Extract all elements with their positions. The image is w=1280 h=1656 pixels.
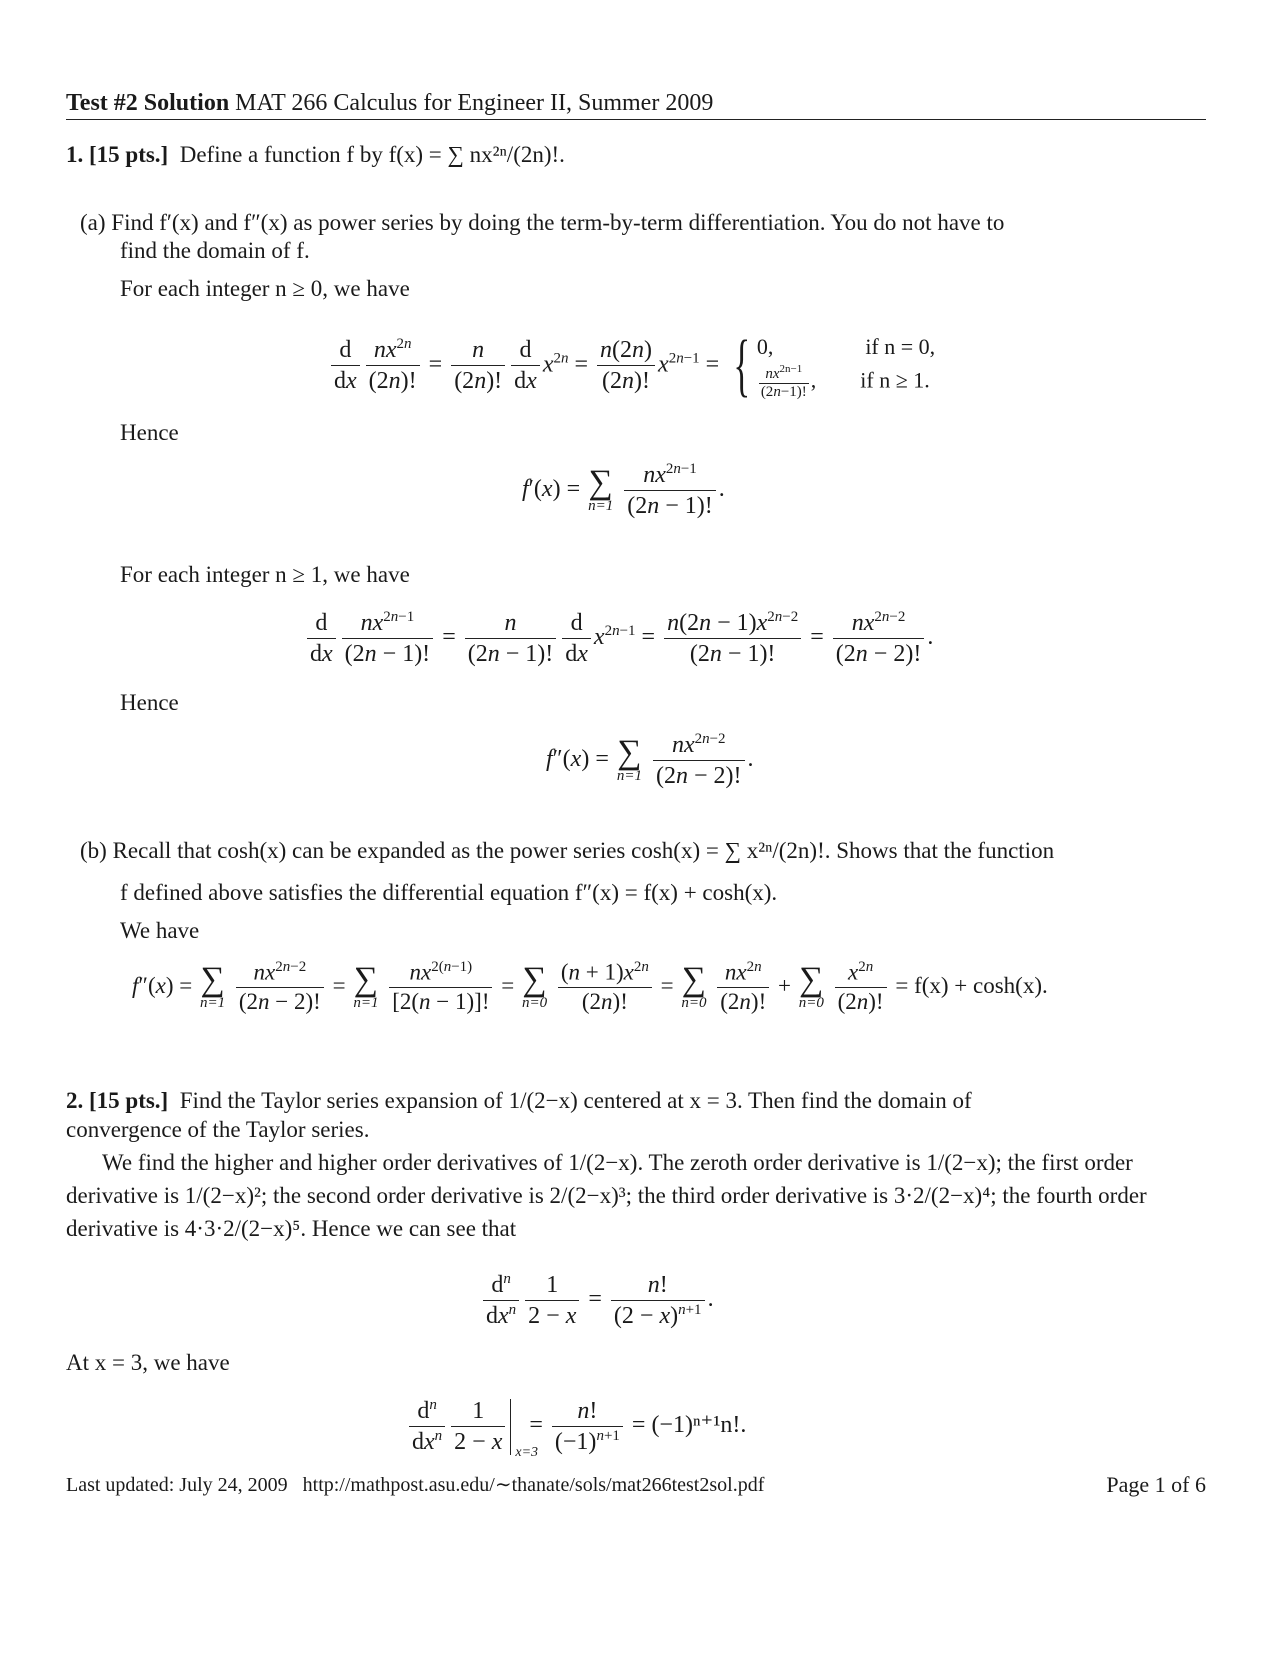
- problem-1-label: 1. [15 pts.]: [66, 142, 169, 167]
- page-footer: [66, 1472, 1206, 1497]
- part-a-line-1: (a) Find f′(x) and f″(x) as power series by doing the term-by-term differentiation. You do not have to: [80, 210, 1005, 235]
- problem-2-statement: [66, 1088, 972, 1114]
- hence-text-2: Hence: [120, 690, 179, 715]
- at-x3-text: At x = 3, we have: [66, 1350, 230, 1375]
- equation-derivative-term-1: $\frac{d}{dx}$ $\frac{nx^{2n}}{(2n)!}$ = $\frac{n}{(2n)!}$ $\frac{d}{dx}$ $x^{2n}$ = $\frac{n(2n)}{(2n)!}$ $x^{2n-1}$ = { 0, if n = 0, $\frac{nx^{2n-1}}{(2n-1)!}$ , if n ≥ 1.: [328, 330, 935, 402]
- hence-text-1: Hence: [120, 420, 179, 445]
- part-b-line-1: (b) Recall that cosh(x) can be expanded as the power series cosh(x) = ∑ x²ⁿ/(2n)!. Shows that the function: [80, 838, 1055, 863]
- problem-2-label: 2. [15 pts.]: [66, 1088, 169, 1113]
- problem-2-para-3: derivative is 4·3·2/(2−x)⁵. Hence we can see that: [66, 1216, 517, 1241]
- equation-differential-proof: f″(x) = ∑ n=1 $\frac{nx^{2n-2}}{(2n - 2)!}$ = ∑ n=1 $\frac{nx^{2(n-1)}}{[2(n - 1)]!}$ = ∑ n=0 $\frac{(n + 1)x^{2n}}{(2n)!}$ = ∑ n=0 $\frac{nx^{2n}}{(2n)!}$ + ∑ n=0 $\frac{x^{2n}}{(2n)!}$ = f(x) + cosh(x).: [132, 959, 1048, 1015]
- footer-updated: Last updated: July 24, 2009: [66, 1474, 288, 1496]
- equation-f-prime: f′(x) = ∑ n=1 $\frac{nx^{2n-1}}{(2n - 1)!}$ .: [522, 461, 725, 519]
- case-zero-condition: if n = 0,: [865, 334, 936, 359]
- document-page: [66, 0, 1206, 1656]
- equation-derivative-term-2: $\frac{d}{dx}$ $\frac{nx^{2n-1}}{(2n - 1)!}$ = $\frac{n}{(2n - 1)!}$ $\frac{d}{dx}$ $x^{2n-1}$ = $\frac{n(2n - 1)x^{2n-2}}{(2n - 1)!}$ = $\frac{nx^{2n-2}}{(2n - 2)!}$ .: [304, 608, 933, 669]
- problem-1-statement: [66, 142, 565, 168]
- we-have-text: We have: [120, 918, 200, 943]
- final-rhs: = f(x) + cosh(x).: [895, 972, 1048, 998]
- equation-nth-derivative: $\frac{d^n}{dx^n}$ $\frac{1}{2 - x}$ = $\frac{n!}{(2 - x)^{n+1}}$ .: [480, 1270, 714, 1331]
- problem-2-para-1: We find the higher and higher order derivatives of 1/(2−x). The zeroth order derivative is 1/(2−x); the first order: [102, 1150, 1133, 1175]
- header-title-bold: Test #2 Solution: [66, 90, 230, 116]
- problem-1-text: Define a function f by f(x) = ∑ nx²ⁿ/(2n)!.: [179, 142, 565, 167]
- last-rhs: = (−1)ⁿ⁺¹n!.: [631, 1412, 747, 1439]
- case-zero-value: 0,: [756, 334, 774, 359]
- case-one-condition: if n ≥ 1.: [860, 367, 930, 393]
- page-header: [66, 90, 1206, 120]
- footer-url[interactable]: http://mathpost.asu.edu/∼thanate/sols/mat266test2sol.pdf: [302, 1474, 765, 1496]
- part-b-line-2: f defined above satisfies the differential equation f″(x) = f(x) + cosh(x).: [120, 880, 778, 905]
- header-title-rest: MAT 266 Calculus for Engineer II, Summer 2009: [235, 90, 714, 116]
- problem-2-para-2: derivative is 1/(2−x)²; the second order derivative is 2/(2−x)³; the third order derivative is 3·2/(2−x)⁴; the fourth order: [66, 1183, 1147, 1208]
- equation-f-double-prime: f″(x) = ∑ n=1 $\frac{nx^{2n-2}}{(2n - 2)!}$ .: [546, 731, 754, 789]
- problem-2-line-2: convergence of the Taylor series.: [66, 1117, 370, 1142]
- part-a-line-2: find the domain of f.: [120, 238, 310, 263]
- for-each-n1-text: For each integer n ≥ 1, we have: [120, 562, 410, 587]
- for-each-n0-text: For each integer n ≥ 0, we have: [120, 276, 410, 301]
- equation-nth-derivative-at-3: $\frac{d^n}{dx^n}$ $\frac{1}{2 - x}$ x=3 = $\frac{n!}{(-1)^{n+1}}$ = (−1)ⁿ⁺¹n!.: [406, 1396, 746, 1457]
- problem-2-line-1: Find the Taylor series expansion of 1/(2−x) centered at x = 3. Then find the domain of: [179, 1088, 972, 1113]
- footer-page-number: Page 1 of 6: [1106, 1472, 1206, 1497]
